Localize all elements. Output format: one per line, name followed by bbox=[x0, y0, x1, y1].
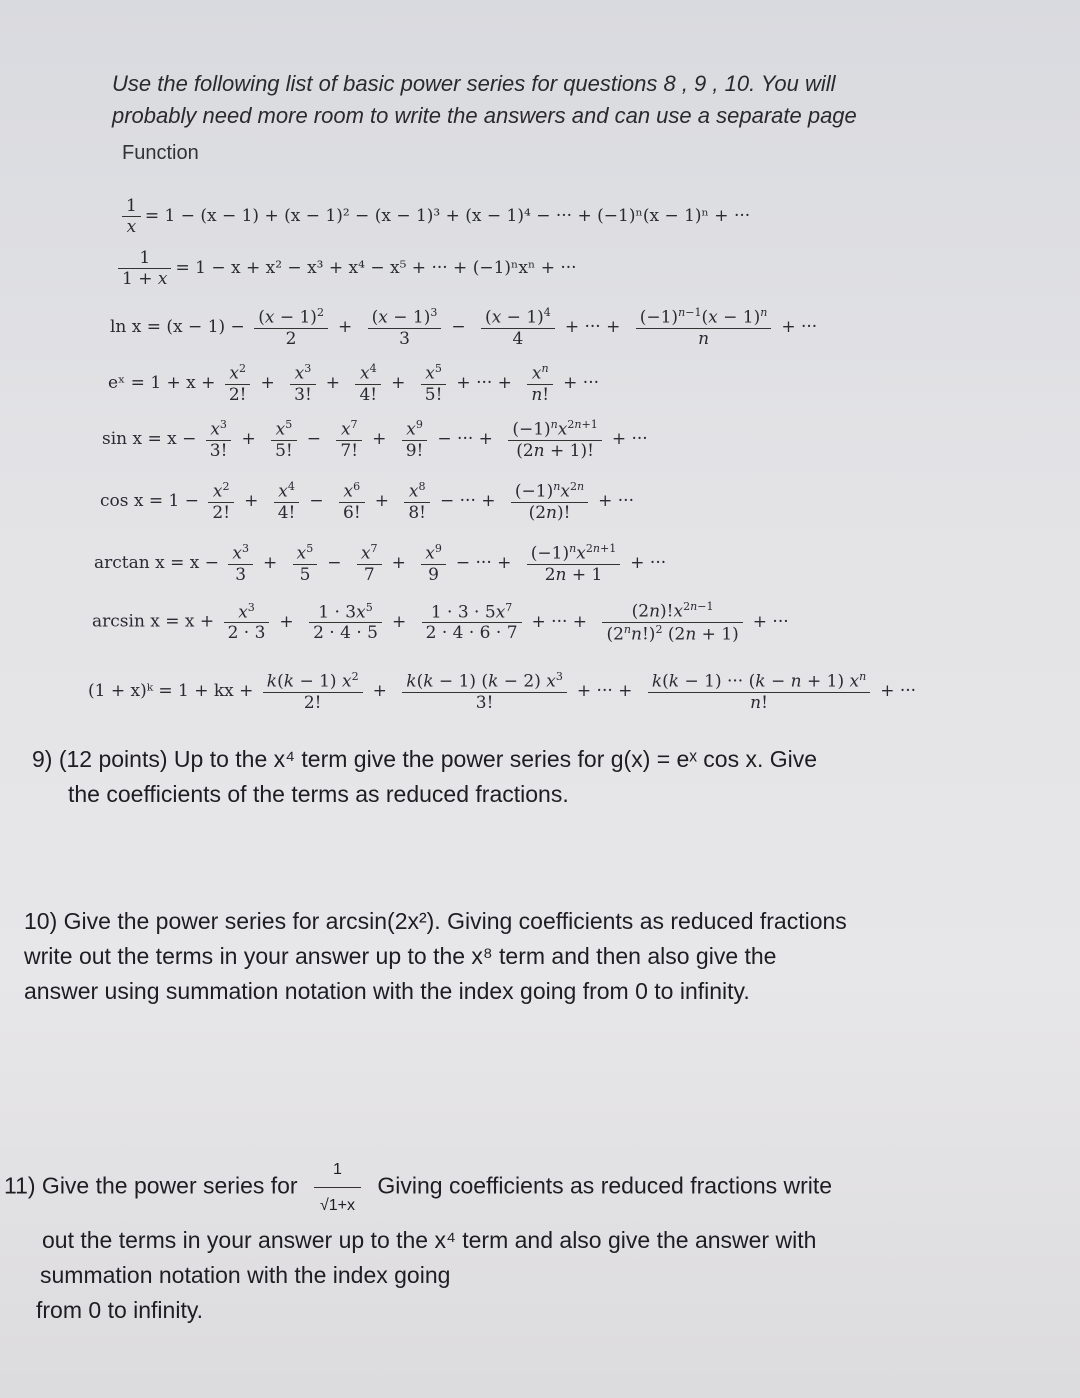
question-11-tail: Giving coefficients as reduced fractions write bbox=[377, 1172, 833, 1199]
question-10-line-3: answer using summation notation with the index going from 0 to infinity. bbox=[24, 978, 750, 1004]
series-arcsin: arcsin x = x + $\frac{x^3}{2 \cdot 3}$ + $\frac{1 \cdot 3x^5}{2 \cdot 4 \cdot 5}$ + $\frac{1 \cdot 3 \cdot 5x^7}{2 \cdot 4 \cdot 6 \cdot 7}$ + ··· + $\frac{(2n)!x^{2n-1}}{(2^nn!)^2 (2n + 1)}$ + ··· bbox=[92, 600, 789, 645]
question-10 bbox=[24, 904, 1044, 1009]
question-9-line-2: the coefficients of the terms as reduced fractions. bbox=[68, 781, 569, 807]
series-arctan-lead: arctan x = x − bbox=[94, 552, 219, 573]
series-binomial-lead: (1 + x)ᵏ = 1 + kx + bbox=[88, 680, 254, 701]
question-10-line-1: 10) Give the power series for arcsin(2x²). Giving coefficients as reduced fractions bbox=[24, 908, 847, 934]
function-heading: Function bbox=[122, 142, 199, 164]
question-11-line-4: from 0 to infinity. bbox=[36, 1297, 204, 1323]
series-ln: ln x = (x − 1) − $\frac{(x - 1)^2}{2}$ + $\frac{(x - 1)^3}{3}$ − $\frac{(x - 1)^4}{4}$ + ··· + $\frac{(-1)^{n-1}(x - 1)^n}{n}$ + ··· bbox=[110, 306, 818, 349]
series-one-over-1-plus-x-expansion: = 1 − x + x² − x³ + x⁴ − x⁵ + ··· + (−1)ⁿxⁿ + ··· bbox=[175, 258, 577, 278]
question-11-line-1 bbox=[4, 1152, 1064, 1223]
series-sin: sin x = x − $\frac{x^3}{3!}$ + $\frac{x^5}{5!}$ − $\frac{x^7}{7!}$ + $\frac{x^9}{9!}$ − ··· + $\frac{(-1)^nx^{2n+1}}{(2n + 1)!}$ + ··· bbox=[102, 418, 648, 461]
question-11-fraction-numerator: 1 bbox=[314, 1152, 361, 1188]
series-cos-lead: cos x = 1 − bbox=[100, 490, 199, 511]
question-11-line-2: out the terms in your answer up to the x⁴ term and also give the answer with bbox=[42, 1227, 817, 1253]
question-9 bbox=[32, 742, 1032, 812]
question-11 bbox=[4, 1152, 1064, 1328]
instructions-line-1: Use the following list of basic power series for questions 8 , 9 , 10. You will bbox=[112, 71, 836, 96]
question-11-lead: 11) Give the power series for bbox=[4, 1172, 298, 1199]
series-arcsin-lead: arcsin x = x + bbox=[92, 611, 215, 632]
instructions-line-2: probably need more room to write the answers and can use a separate page bbox=[112, 103, 857, 128]
fraction: $\frac{1}{1 + x}$ bbox=[118, 248, 171, 289]
series-ln-lead: ln x = (x − 1) − bbox=[110, 316, 245, 337]
fraction: $\frac{1}{x}$ bbox=[122, 196, 141, 237]
series-one-over-x bbox=[118, 196, 750, 237]
question-9-line-1: 9) (12 points) Up to the x⁴ term give the power series for g(x) = eˣ cos x. Give bbox=[32, 746, 818, 772]
series-one-over-x-expansion: = 1 − (x − 1) + (x − 1)² − (x − 1)³ + (x − 1)⁴ − ··· + (−1)ⁿ(x − 1)ⁿ + ··· bbox=[144, 206, 751, 226]
series-sin-lead: sin x = x − bbox=[102, 428, 197, 449]
question-11-fraction-denominator: √1+x bbox=[319, 1197, 356, 1214]
series-exp: eˣ = 1 + x + $\frac{x^2}{2!}$ + $\frac{x^3}{3!}$ + $\frac{x^4}{4!}$ + $\frac{x^5}{5!}$ + ··· + $\frac{x^n}{n!}$ + ··· bbox=[108, 362, 599, 405]
series-cos: cos x = 1 − $\frac{x^2}{2!}$ + $\frac{x^4}{4!}$ − $\frac{x^6}{6!}$ + $\frac{x^8}{8!}$ − ··· + $\frac{(-1)^nx^{2n}}{(2n)!}$ + ··· bbox=[100, 480, 634, 523]
question-10-line-2: write out the terms in your answer up to the x⁸ term and then also give the bbox=[24, 943, 777, 969]
series-arctan: arctan x = x − $\frac{x^3}{3}$ + $\frac{x^5}{5}$ − $\frac{x^7}{7}$ + $\frac{x^9}{9}$ − ··· + $\frac{(-1)^nx^{2n+1}}{2n + 1}$ + ··· bbox=[94, 542, 667, 585]
question-11-fraction bbox=[314, 1152, 361, 1223]
series-binomial: (1 + x)ᵏ = 1 + kx + $\frac{k(k - 1) x^2}{2!}$ + $\frac{k(k - 1) (k - 2) x^3}{3!}$ + ··· + $\frac{k(k - 1) \cdot\cdot\cdot (k - n + 1) x^n}{n!}$ + ··· bbox=[88, 670, 917, 713]
series-exp-lead: eˣ = 1 + x + bbox=[108, 372, 216, 393]
question-11-line-3: summation notation with the index going bbox=[40, 1262, 451, 1288]
series-one-over-1-plus-x bbox=[114, 248, 577, 289]
